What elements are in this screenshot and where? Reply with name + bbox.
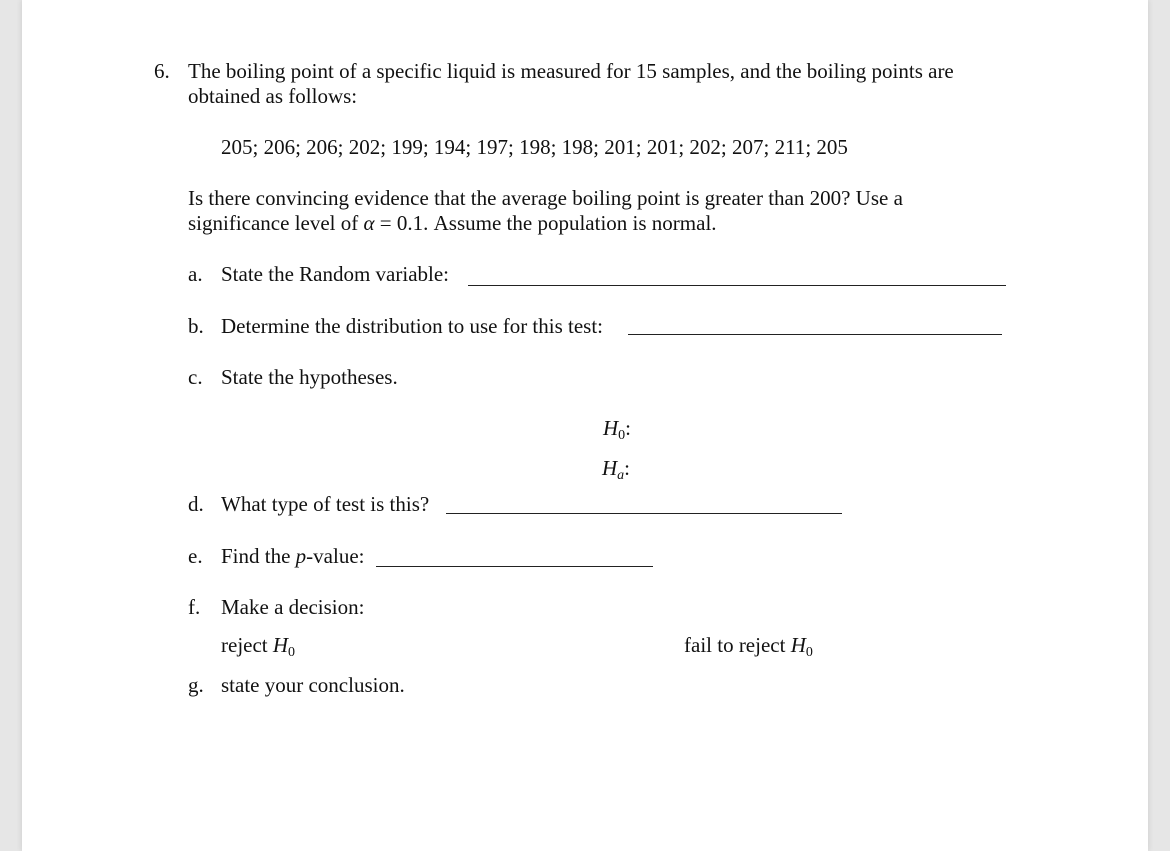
part-b-text: Determine the distribution to use for this test: bbox=[221, 314, 604, 338]
prompt-text-end: . Assume the population is normal. bbox=[423, 211, 717, 235]
part-f-label: f. bbox=[188, 595, 201, 619]
alpha-value: = 0.1 bbox=[374, 211, 424, 235]
part-b-answer-blank[interactable] bbox=[628, 334, 1002, 335]
h0-subscript: 0 bbox=[618, 428, 626, 443]
sample-data-values: 205; 206; 206; 202; 199; 194; 197; 198; 198; 201; 201; 202; 207; 211; 205 bbox=[221, 135, 848, 159]
part-a-label: a. bbox=[188, 262, 203, 286]
part-c-text: State the hypotheses. bbox=[221, 365, 398, 389]
p-symbol: p bbox=[295, 544, 307, 568]
part-g-text: state your conclusion. bbox=[221, 673, 405, 697]
part-d-text: What type of test is this? bbox=[221, 492, 430, 516]
reject-text: reject bbox=[221, 633, 273, 657]
question-text-line1: The boiling point of a specific liquid is measured for 15 samples, and the boiling points are bbox=[188, 59, 954, 83]
h0-letter: H bbox=[603, 416, 619, 440]
part-e-label: e. bbox=[188, 544, 203, 568]
part-d-answer-blank[interactable] bbox=[446, 513, 842, 514]
fail-to-reject-h0-option[interactable] bbox=[684, 633, 813, 660]
part-e-text-start: Find the bbox=[221, 544, 296, 568]
part-e-answer-blank[interactable] bbox=[376, 566, 653, 567]
part-c-label: c. bbox=[188, 365, 203, 389]
question-text-line2: obtained as follows: bbox=[188, 84, 358, 108]
fail-h-subscript: 0 bbox=[805, 645, 813, 660]
question-number: 6. bbox=[154, 59, 170, 83]
part-g-label: g. bbox=[188, 673, 204, 697]
worksheet-page bbox=[22, 0, 1148, 851]
h0-colon: : bbox=[625, 416, 632, 440]
null-hypothesis-label bbox=[603, 416, 632, 443]
part-e-text bbox=[221, 544, 364, 568]
part-a-answer-blank[interactable] bbox=[468, 285, 1006, 286]
part-a-text: State the Random variable: bbox=[221, 262, 450, 286]
ha-subscript: a bbox=[617, 468, 625, 483]
part-d-label: d. bbox=[188, 492, 204, 516]
ha-colon: : bbox=[624, 456, 631, 480]
question-prompt-line2 bbox=[188, 211, 717, 235]
alpha-symbol: α bbox=[363, 211, 375, 235]
reject-h-subscript: 0 bbox=[288, 645, 296, 660]
fail-h-letter: H bbox=[790, 633, 806, 657]
part-f-text: Make a decision: bbox=[221, 595, 365, 619]
prompt-text-start: significance level of bbox=[188, 211, 364, 235]
question-prompt-line1: Is there convincing evidence that the average boiling point is greater than 200? Use a bbox=[188, 186, 903, 210]
alternative-hypothesis-label bbox=[602, 456, 631, 483]
reject-h0-option[interactable] bbox=[221, 633, 296, 660]
part-b-label: b. bbox=[188, 314, 204, 338]
reject-h-letter: H bbox=[272, 633, 289, 657]
ha-letter: H bbox=[602, 456, 618, 480]
fail-text: fail to reject bbox=[684, 633, 791, 657]
part-e-text-end: -value: bbox=[306, 544, 365, 568]
